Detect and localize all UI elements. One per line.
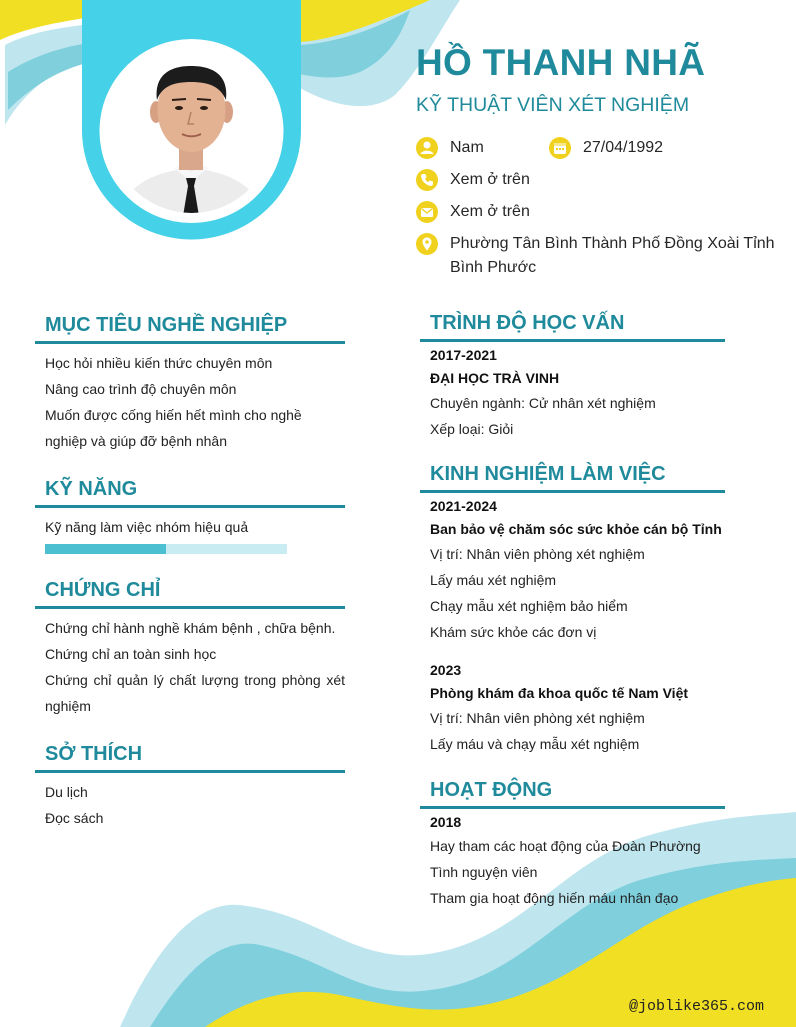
experience-period: 2021-2024 [430,498,497,514]
certificate-item: Chứng chỉ hành nghề khám bệnh , chữa bệnh. [45,620,336,636]
experience-detail: Khám sức khỏe các đơn vị [430,624,597,640]
birthdate-row [549,137,663,160]
activity-detail: Tình nguyện viên [430,864,538,880]
education-detail: Chuyên ngành: Cử nhân xét nghiệm [430,395,656,411]
education-title: TRÌNH ĐỘ HỌC VẤN [420,312,725,342]
address-value: Phường Tân Bình Thành Phố Đồng Xoài Tỉnh Bình Phước [450,235,775,276]
skills-title: KỸ NĂNG [35,478,345,508]
phone-value: Xem ở trên [450,171,530,188]
certificate-item: Chứng chỉ an toàn sinh học [45,646,217,662]
email-row [416,201,530,224]
education-period: 2017-2021 [430,347,497,363]
address-row [416,233,776,280]
skill-label: Kỹ năng làm việc nhóm hiệu quả [45,519,249,535]
gender-row [416,137,484,160]
hobby-item: Du lịch [45,784,88,800]
job-title: KỸ THUẬT VIÊN XÉT NGHIỆM [416,94,690,116]
activities-section [420,779,750,911]
experience-period: 2023 [430,662,462,678]
phone-row [416,169,530,192]
location-pin-icon [416,233,438,255]
mail-icon [416,201,438,223]
activity-detail: Tham gia hoạt động hiến máu nhân đạo [430,890,679,906]
objective-section [35,314,345,454]
objective-item: Muốn được cống hiến hết mình cho nghề nghiệp và giúp đỡ bệnh nhân [45,407,302,449]
experience-detail: Vị trí: Nhân viên phòng xét nghiệm [430,710,645,726]
objective-item: Nâng cao trình độ chuyên môn [45,381,237,397]
gender-value: Nam [450,139,484,156]
person-icon [416,137,438,159]
education-school: ĐẠI HỌC TRÀ VINH [430,370,560,386]
experience-detail: Lấy máu xét nghiệm [430,572,557,588]
experience-section [420,463,750,757]
activity-period: 2018 [430,814,462,830]
experience-detail: Vị trí: Nhân viên phòng xét nghiệm [430,546,645,562]
experience-org: Phòng khám đa khoa quốc tế Nam Việt [430,685,689,701]
phone-icon [416,169,438,191]
skill-level-fill [45,544,166,554]
activities-title: HOẠT ĐỘNG [420,779,725,809]
education-detail: Xếp loại: Giỏi [430,421,514,437]
experience-title: KINH NGHIỆM LÀM VIỆC [420,463,725,493]
certificates-section [35,579,345,719]
objective-title: MỤC TIÊU NGHỀ NGHIỆP [35,314,345,344]
skills-section [35,478,345,554]
hobbies-section [35,743,345,831]
activity-detail: Hay tham các hoạt động của Đoàn Phường [430,838,701,854]
watermark: @joblike365.com [628,998,764,1015]
education-section [420,312,750,442]
experience-detail: Lấy máu và chạy mẫu xét nghiệm [430,736,640,752]
hobbies-title: SỞ THÍCH [35,743,345,773]
objective-item: Học hỏi nhiều kiến thức chuyên môn [45,355,273,371]
experience-detail: Chạy mẫu xét nghiệm bảo hiểm [430,598,628,614]
email-value: Xem ở trên [450,203,530,220]
hobby-item: Đọc sách [45,810,104,826]
candidate-name: HỒ THANH NHÃ [416,42,706,83]
calendar-icon [549,137,571,159]
skill-level-bar [45,544,287,554]
birthdate-value: 27/04/1992 [583,139,664,156]
experience-org: Ban bảo vệ chăm sóc sức khỏe cán bộ Tỉnh [430,521,722,537]
profile-photo [82,0,301,242]
certificate-item: Chứng chỉ quản lý chất lượng trong phòng xét nghiệm [45,672,345,714]
certificates-title: CHỨNG CHỈ [35,579,345,609]
